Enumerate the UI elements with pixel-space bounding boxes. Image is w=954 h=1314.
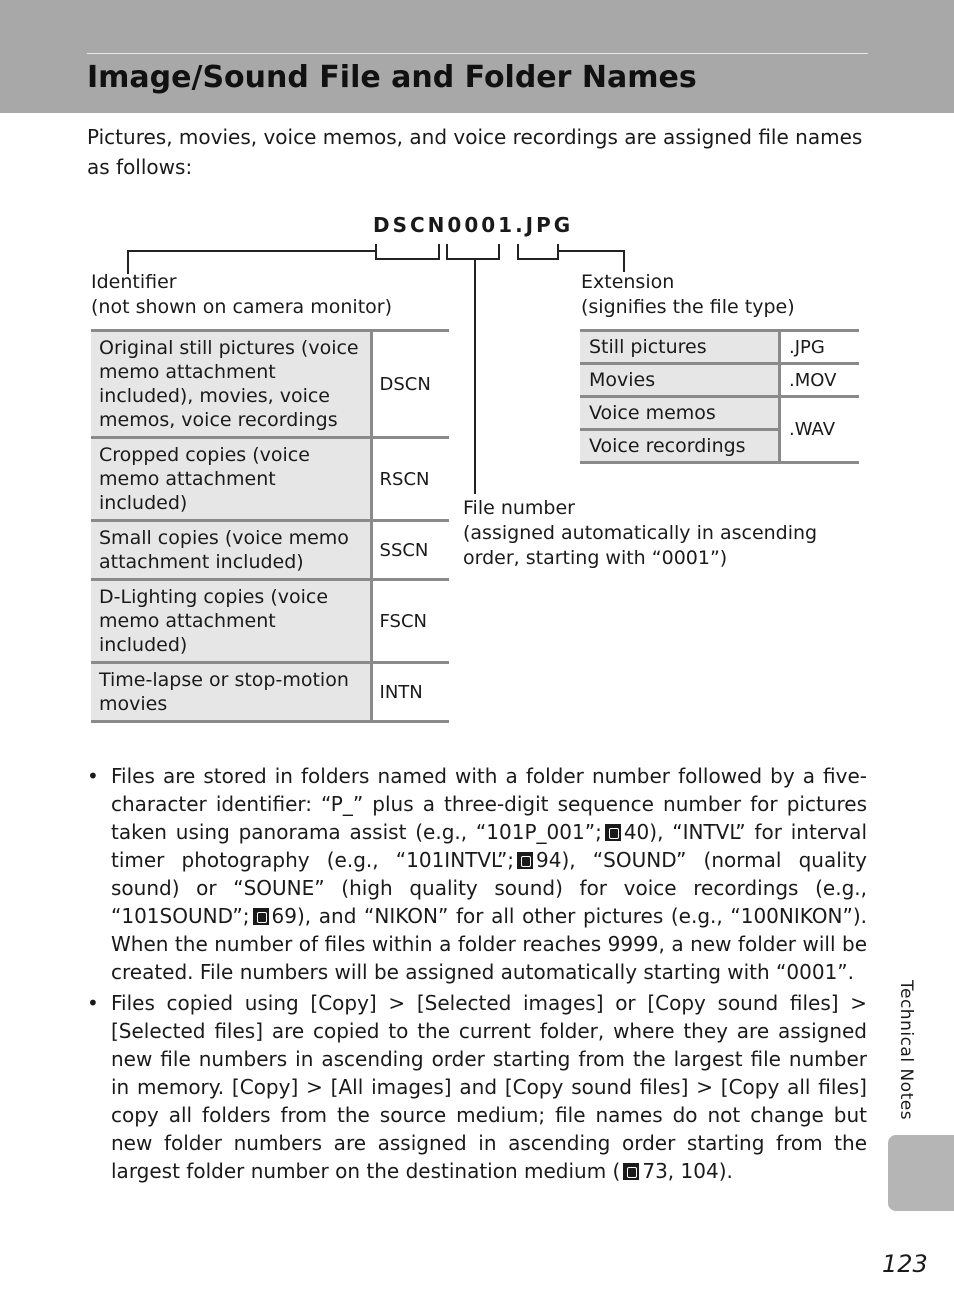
extension-code: .JPG bbox=[789, 336, 825, 358]
extension-code: .MOV bbox=[780, 364, 860, 397]
section-side-label: Technical Notes bbox=[896, 980, 916, 1121]
identifier-description: Time-lapse or stop-motion movies bbox=[91, 663, 371, 722]
reference-icon bbox=[253, 908, 269, 925]
table-row bbox=[91, 580, 449, 663]
bullet-text: 94), “SOUND” (normal quality sound) or “SOUNE” (high quality sound) for voice recordings (e.g., “101SOUND”; bbox=[111, 848, 867, 928]
reference-icon bbox=[605, 824, 621, 841]
reference-icon bbox=[517, 852, 533, 869]
table-row bbox=[580, 364, 859, 397]
file-number-bracket bbox=[447, 244, 499, 259]
table-row bbox=[580, 331, 859, 364]
bullet-text: Files are stored in folders named with a folder number followed by a five-character identifier: “P_” plus a three-digit sequence number for pictures taken using panorama assist (e.g., “101P_001”; bbox=[111, 764, 867, 844]
identifier-description: Cropped copies (voice memo attachment included) bbox=[91, 438, 371, 521]
table-row bbox=[91, 521, 449, 580]
identifier-code: RSCN bbox=[371, 438, 449, 521]
bullet-icon: • bbox=[87, 991, 99, 1015]
notes-list bbox=[87, 762, 867, 1188]
bullet-text: Files copied using [Copy] > [Selected images] or [Copy sound files] > [Selected files] are copied to the current folder, where they are assigned new file numbers in ascending order starting from the largest file number in memory. [Copy] > [All images] and [Copy sound files] > [Copy all files] copy all folders from the source medium; file names do not change but new folder numbers are assigned in ascending order starting from the largest folder number on the destination medium ( bbox=[111, 991, 867, 1183]
identifier-description: Original still pictures (voice memo attachment included), movies, voice memos, voice recordings bbox=[91, 331, 371, 438]
bullet-icon: • bbox=[87, 764, 99, 788]
extension-connector bbox=[558, 251, 624, 272]
identifier-description: D-Lighting copies (voice memo attachment included) bbox=[91, 580, 371, 663]
identifier-code: FSCN bbox=[371, 580, 449, 663]
extension-description: Voice memos bbox=[580, 397, 780, 430]
extension-description: Movies bbox=[580, 364, 780, 397]
file-number-label bbox=[463, 496, 817, 571]
table-row bbox=[91, 438, 449, 521]
reference-icon bbox=[623, 1163, 639, 1180]
identifier-label-note: (not shown on camera monitor) bbox=[91, 296, 392, 318]
intro-text: Pictures, movies, voice memos, and voice recordings are assigned file names as follows: bbox=[87, 125, 863, 179]
section-tab bbox=[888, 1135, 954, 1211]
extension-label-note: (signifies the file type) bbox=[581, 296, 795, 318]
table-row bbox=[91, 663, 449, 722]
bullet-text: 69), and “NIKON” for all other pictures (e.g., “100NIKON”). When the number of files within a folder reaches 9999, a new folder will be created. File numbers will be assigned automatically starting with “0001”. bbox=[111, 904, 867, 984]
identifier-code: DSCN bbox=[379, 373, 431, 395]
identifier-label-title: Identifier bbox=[91, 271, 177, 293]
identifier-label bbox=[91, 270, 392, 320]
extension-label bbox=[581, 270, 795, 320]
extension-bracket bbox=[518, 244, 558, 259]
identifier-code: INTN bbox=[371, 663, 449, 722]
extension-code: .WAV bbox=[780, 397, 860, 463]
extension-label-title: Extension bbox=[581, 271, 675, 293]
file-number-label-note-1: (assigned automatically in ascending bbox=[463, 522, 818, 544]
table-row bbox=[91, 331, 449, 438]
file-number-label-note-2: order, starting with “0001”) bbox=[463, 547, 728, 569]
bullet-text: 73, 104). bbox=[642, 1159, 733, 1183]
filename-example: DSCN0001.JPG bbox=[373, 213, 574, 237]
identifier-table bbox=[91, 329, 449, 723]
table-row bbox=[580, 397, 859, 430]
bullet-text: 40), “INTVL” for interval timer photography (e.g., “101INTVL”; bbox=[111, 820, 867, 872]
page-number: 123 bbox=[882, 1250, 928, 1278]
list-item bbox=[87, 989, 867, 1185]
file-number-label-title: File number bbox=[463, 497, 575, 519]
list-item bbox=[87, 762, 867, 986]
extension-description: Voice recordings bbox=[580, 430, 780, 463]
identifier-code: SSCN bbox=[371, 521, 449, 580]
identifier-description: Small copies (voice memo attachment included) bbox=[91, 521, 371, 580]
identifier-bracket bbox=[376, 244, 439, 259]
extension-table bbox=[580, 329, 859, 464]
extension-description: Still pictures bbox=[580, 331, 780, 364]
page-title: Image/Sound File and Folder Names bbox=[87, 60, 697, 95]
